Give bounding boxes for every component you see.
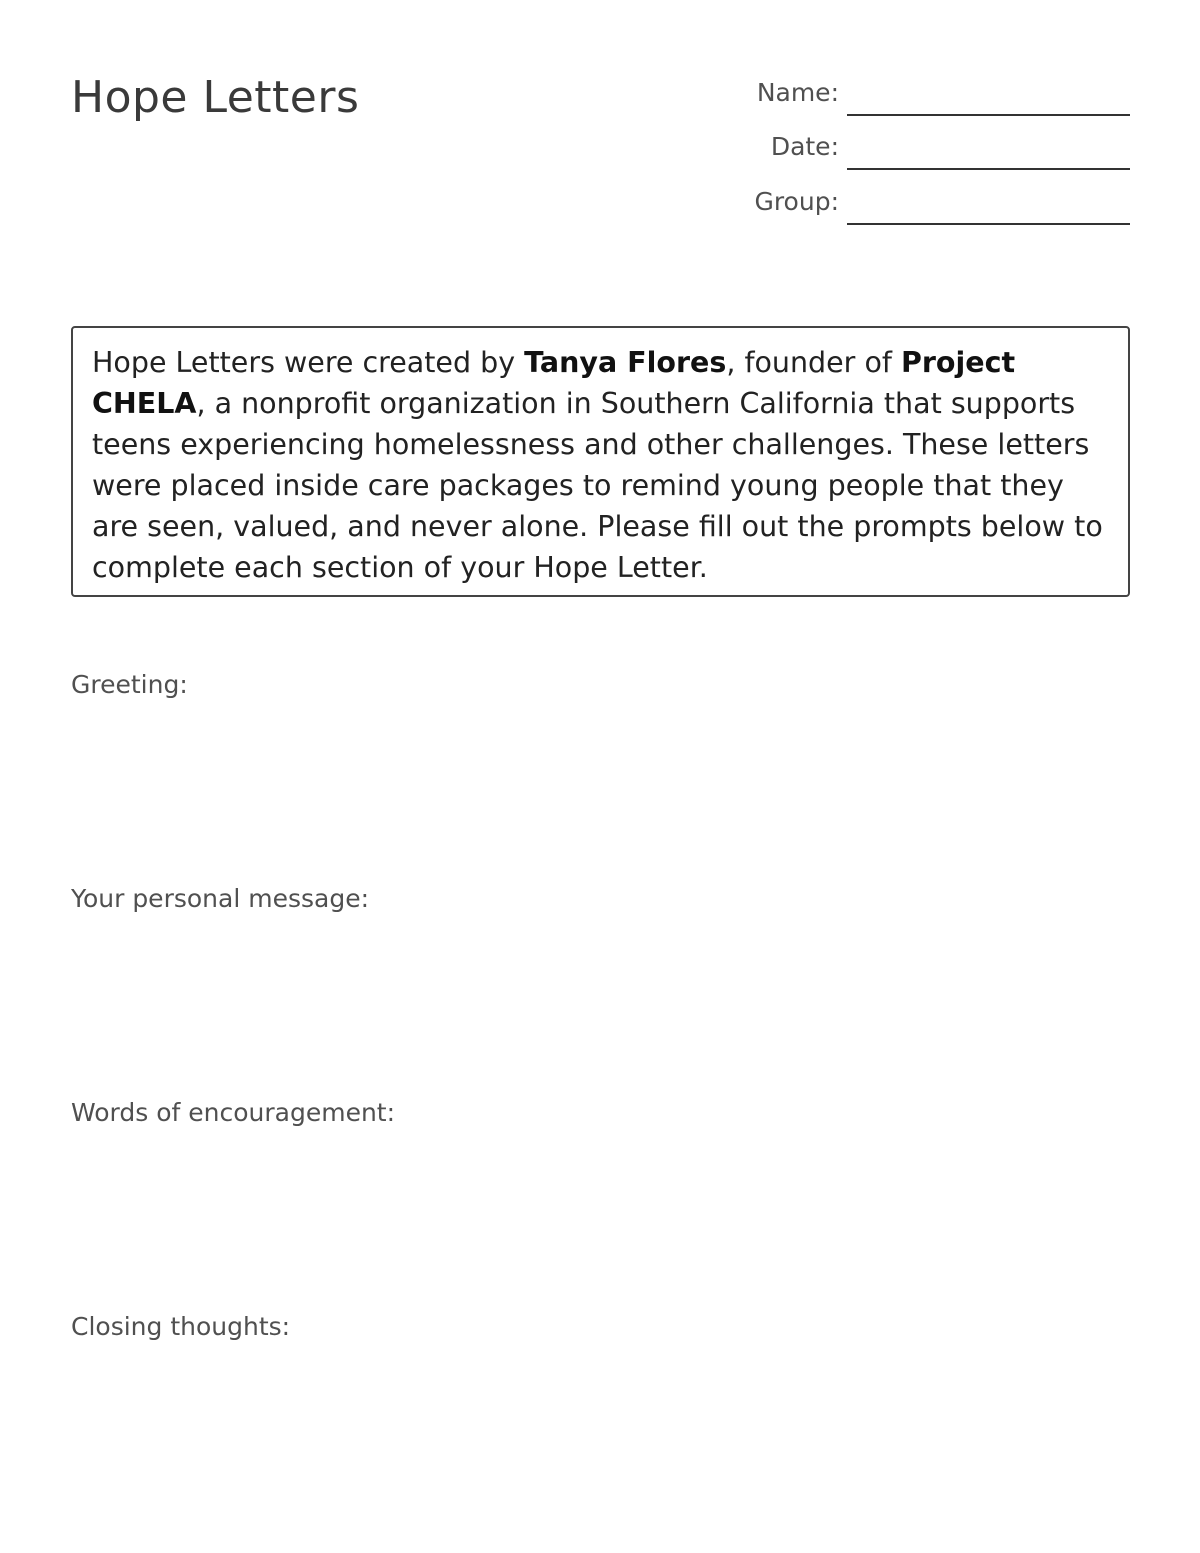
intro-text-3: , a nonprofit organization in Southern California that supports teens experiencing homelessness and other challenges. These letters were placed inside care packages to remind young people that they are seen, valued, and never alone. Please fill out the prompts below to complete each section of your Hope Letter. [92, 387, 1103, 584]
name-field [700, 76, 1130, 116]
intro-box [71, 326, 1130, 597]
name-line[interactable] [847, 114, 1130, 116]
page-title: Hope Letters [71, 72, 360, 123]
date-field [700, 130, 1130, 170]
organization-name: Project CHELA [92, 346, 1016, 420]
date-line[interactable] [847, 168, 1130, 170]
date-label: Date: [770, 132, 839, 161]
intro-text-1: Hope Letters were created by [92, 346, 525, 379]
name-label: Name: [756, 78, 839, 107]
personal-message-prompt: Your personal message: [71, 884, 369, 913]
greeting-prompt: Greeting: [71, 670, 188, 699]
encouragement-prompt: Words of encouragement: [71, 1098, 396, 1127]
group-label: Group: [754, 187, 839, 216]
group-field [700, 185, 1130, 225]
creator-name: Tanya Flores [524, 346, 727, 379]
group-line[interactable] [847, 223, 1130, 225]
closing-thoughts-prompt: Closing thoughts: [71, 1312, 291, 1341]
intro-text-2: , founder of [726, 346, 901, 379]
